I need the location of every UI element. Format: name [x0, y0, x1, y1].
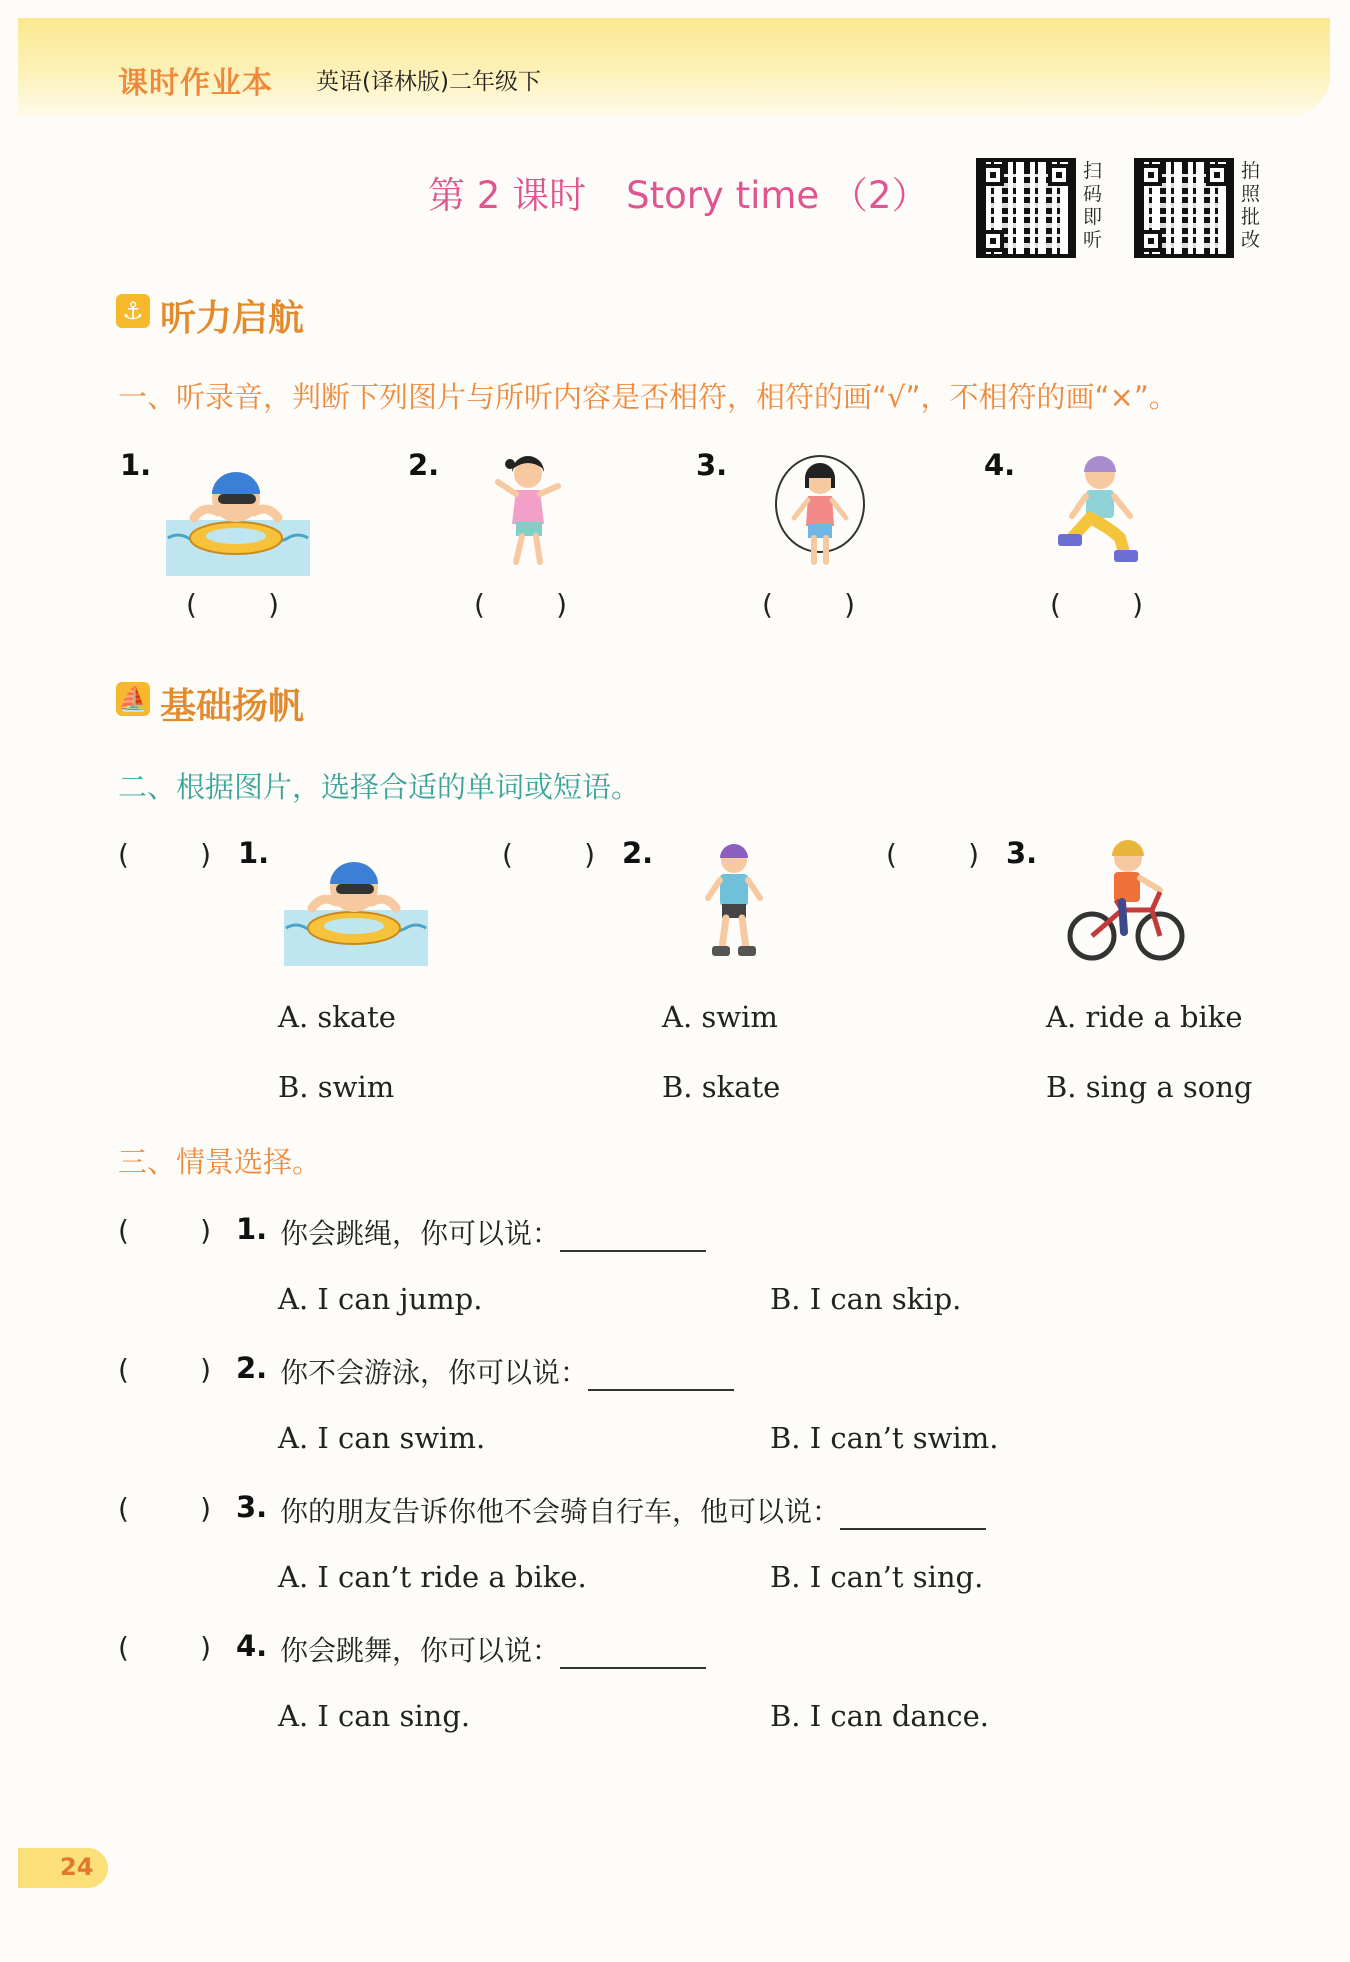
lesson-title-en: Story time （2） — [626, 174, 929, 217]
page-number: 24 — [60, 1853, 94, 1881]
section-heading-basics: 基础扬帆 — [160, 686, 305, 727]
question-prompt: 你会跳绳，你可以说： — [280, 1212, 706, 1252]
answer-bracket[interactable]: ( ) — [762, 588, 856, 621]
part3-item-number: 1. — [236, 1212, 268, 1246]
girl-jumping-picture — [490, 454, 568, 572]
answer-bracket[interactable]: ( ) — [502, 838, 596, 871]
qr-code-icon[interactable] — [976, 158, 1076, 258]
option-a: A. swim — [662, 1000, 778, 1034]
part3-item-number: 2. — [236, 1351, 268, 1385]
answer-blank[interactable] — [840, 1498, 986, 1530]
qr-label-correct: 拍照批改 — [1241, 160, 1261, 251]
answer-bracket[interactable]: ( ) — [474, 588, 568, 621]
answer-blank[interactable] — [560, 1220, 706, 1252]
question-prompt: 你不会游泳，你可以说： — [280, 1351, 734, 1391]
option-b: B. swim — [278, 1070, 395, 1104]
option-b: B. I can’t sing. — [770, 1560, 984, 1594]
option-a: A. I can’t ride a bike. — [278, 1560, 587, 1594]
lesson-title — [428, 165, 928, 219]
question-prompt: 你的朋友告诉你他不会骑自行车，他可以说： — [280, 1490, 986, 1530]
boy-skating-picture — [698, 842, 770, 966]
part2-heading: 二、根据图片，选择合适的单词或短语。 — [118, 770, 641, 804]
answer-blank[interactable] — [560, 1637, 706, 1669]
part2-item-number: 2. — [622, 836, 654, 870]
qr-label-listen: 扫码即听 — [1083, 160, 1103, 251]
part1-heading: 一、听录音，判断下列图片与所听内容是否相符，相符的画“√”，不相符的画“×”。 — [118, 380, 1178, 414]
option-a: A. skate — [278, 1000, 396, 1034]
answer-bracket[interactable]: ( ) — [1050, 588, 1144, 621]
option-b: B. sing a song — [1046, 1070, 1253, 1104]
option-b: B. I can’t swim. — [770, 1421, 999, 1455]
part1-item-number: 1. — [120, 448, 152, 482]
option-b: B. I can skip. — [770, 1282, 962, 1316]
sailboat-icon: ⛵ — [116, 682, 150, 716]
part3-heading: 三、情景选择。 — [118, 1145, 322, 1179]
boy-swimming-picture — [282, 856, 430, 968]
question-prompt: 你会跳舞，你可以说： — [280, 1629, 706, 1669]
qr-code-icon[interactable] — [1134, 158, 1234, 258]
part3-item-number: 4. — [236, 1629, 268, 1663]
part2-item-number: 3. — [1006, 836, 1038, 870]
part3-item-number: 3. — [236, 1490, 268, 1524]
option-a: A. I can swim. — [278, 1421, 486, 1455]
part1-item-number: 4. — [984, 448, 1016, 482]
answer-bracket[interactable]: ( ) — [118, 1353, 212, 1386]
answer-blank[interactable] — [588, 1359, 734, 1391]
boy-roller-skating-picture — [1050, 452, 1146, 570]
book-subtitle: 英语(译林版)二年级下 — [316, 69, 541, 95]
answer-bracket[interactable]: ( ) — [886, 838, 980, 871]
boy-riding-bike-picture — [1066, 840, 1184, 968]
section-heading-listening: 听力启航 — [160, 298, 305, 339]
lesson-title-cn: 第 2 课时 — [428, 174, 587, 217]
option-b: B. skate — [662, 1070, 781, 1104]
part1-item-number: 3. — [696, 448, 728, 482]
answer-bracket[interactable]: ( ) — [118, 1492, 212, 1525]
answer-bracket[interactable]: ( ) — [118, 1214, 212, 1247]
option-a: A. I can jump. — [278, 1282, 483, 1316]
answer-bracket[interactable]: ( ) — [118, 838, 212, 871]
answer-bracket[interactable]: ( ) — [118, 1631, 212, 1664]
girl-skipping-rope-picture — [770, 452, 870, 576]
anchor-icon: ⚓ — [116, 294, 150, 328]
part1-item-number: 2. — [408, 448, 440, 482]
answer-bracket[interactable]: ( ) — [186, 588, 280, 621]
book-title: 课时作业本 — [118, 66, 273, 101]
option-b: B. I can dance. — [770, 1699, 990, 1733]
part2-item-number: 1. — [238, 836, 270, 870]
option-a: A. ride a bike — [1046, 1000, 1243, 1034]
boy-swimming-picture — [164, 468, 312, 578]
option-a: A. I can sing. — [278, 1699, 471, 1733]
